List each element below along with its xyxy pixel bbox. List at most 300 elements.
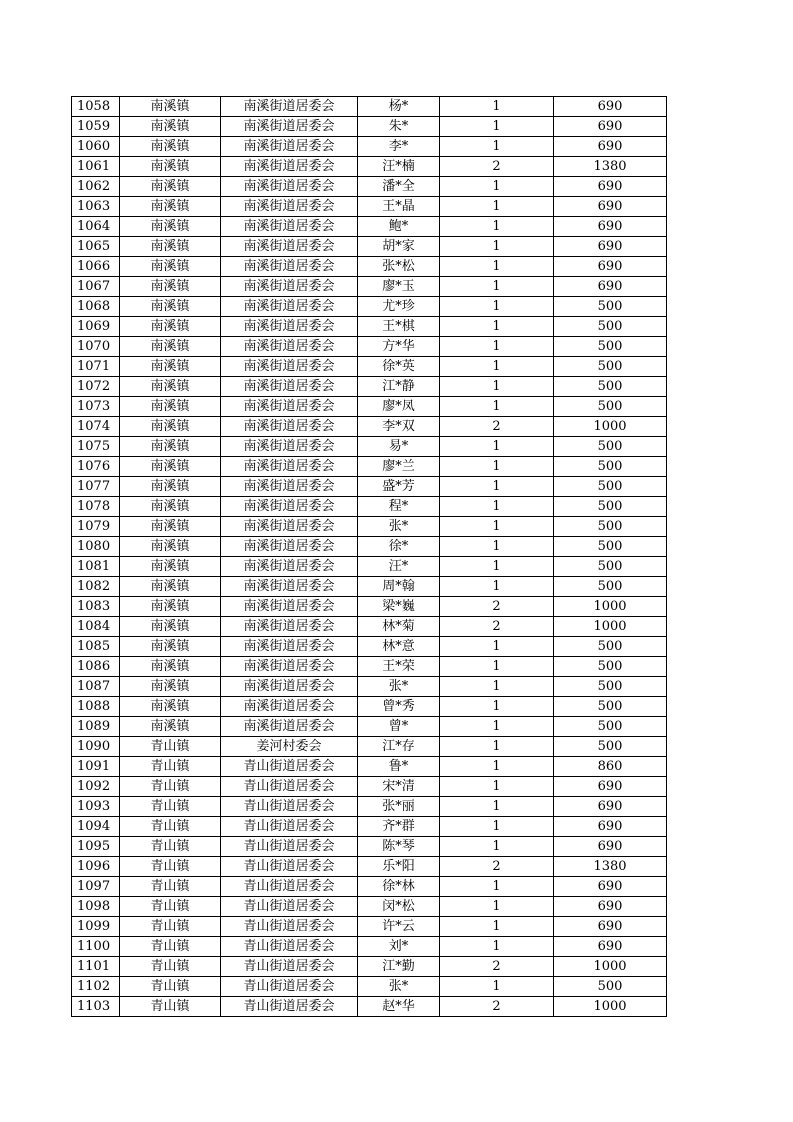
name-cell: 曾*秀 — [358, 697, 440, 717]
table-row — [72, 657, 667, 677]
row-index-cell: 1090 — [72, 737, 120, 757]
row-index-cell: 1093 — [72, 797, 120, 817]
row-index-cell: 1074 — [72, 417, 120, 437]
count-cell: 2 — [440, 157, 554, 177]
town-cell: 青山镇 — [120, 957, 221, 977]
amount-cell: 1380 — [554, 157, 667, 177]
amount-cell: 500 — [554, 477, 667, 497]
row-index-cell: 1098 — [72, 897, 120, 917]
row-index-cell: 1058 — [72, 97, 120, 117]
table-row — [72, 417, 667, 437]
town-cell: 青山镇 — [120, 857, 221, 877]
town-cell: 南溪镇 — [120, 357, 221, 377]
name-cell: 张* — [358, 677, 440, 697]
name-cell: 程* — [358, 497, 440, 517]
name-cell: 盛*芳 — [358, 477, 440, 497]
town-cell: 青山镇 — [120, 817, 221, 837]
table-row — [72, 637, 667, 657]
amount-cell: 690 — [554, 217, 667, 237]
name-cell: 方*华 — [358, 337, 440, 357]
count-cell: 2 — [440, 957, 554, 977]
row-index-cell: 1063 — [72, 197, 120, 217]
name-cell: 朱* — [358, 117, 440, 137]
committee-cell: 南溪街道居委会 — [221, 577, 358, 597]
committee-cell: 青山街道居委会 — [221, 877, 358, 897]
row-index-cell: 1067 — [72, 277, 120, 297]
name-cell: 张* — [358, 977, 440, 997]
count-cell: 2 — [440, 617, 554, 637]
name-cell: 杨* — [358, 97, 440, 117]
amount-cell: 690 — [554, 817, 667, 837]
committee-cell: 南溪街道居委会 — [221, 217, 358, 237]
row-index-cell: 1059 — [72, 117, 120, 137]
row-index-cell: 1072 — [72, 377, 120, 397]
amount-cell: 500 — [554, 337, 667, 357]
count-cell: 1 — [440, 657, 554, 677]
count-cell: 1 — [440, 877, 554, 897]
town-cell: 南溪镇 — [120, 397, 221, 417]
table-row — [72, 237, 667, 257]
count-cell: 1 — [440, 377, 554, 397]
name-cell: 徐*林 — [358, 877, 440, 897]
row-index-cell: 1099 — [72, 917, 120, 937]
row-index-cell: 1087 — [72, 677, 120, 697]
table-row — [72, 877, 667, 897]
committee-cell: 南溪街道居委会 — [221, 277, 358, 297]
committee-cell: 青山街道居委会 — [221, 957, 358, 977]
amount-cell: 690 — [554, 117, 667, 137]
amount-cell: 690 — [554, 777, 667, 797]
committee-cell: 南溪街道居委会 — [221, 117, 358, 137]
committee-cell: 青山街道居委会 — [221, 997, 358, 1017]
town-cell: 南溪镇 — [120, 637, 221, 657]
table-row — [72, 157, 667, 177]
row-index-cell: 1103 — [72, 997, 120, 1017]
amount-cell: 690 — [554, 897, 667, 917]
name-cell: 汪* — [358, 557, 440, 577]
row-index-cell: 1077 — [72, 477, 120, 497]
table-row — [72, 977, 667, 997]
amount-cell: 690 — [554, 237, 667, 257]
row-index-cell: 1094 — [72, 817, 120, 837]
amount-cell: 690 — [554, 917, 667, 937]
name-cell: 张*松 — [358, 257, 440, 277]
count-cell: 1 — [440, 97, 554, 117]
name-cell: 宋*清 — [358, 777, 440, 797]
town-cell: 南溪镇 — [120, 537, 221, 557]
town-cell: 青山镇 — [120, 977, 221, 997]
amount-cell: 500 — [554, 397, 667, 417]
table-row — [72, 937, 667, 957]
count-cell: 1 — [440, 457, 554, 477]
amount-cell: 690 — [554, 177, 667, 197]
row-index-cell: 1078 — [72, 497, 120, 517]
table-row — [72, 117, 667, 137]
committee-cell: 南溪街道居委会 — [221, 717, 358, 737]
amount-cell: 500 — [554, 657, 667, 677]
count-cell: 1 — [440, 977, 554, 997]
committee-cell: 南溪街道居委会 — [221, 357, 358, 377]
amount-cell: 1380 — [554, 857, 667, 877]
count-cell: 2 — [440, 597, 554, 617]
table-row — [72, 557, 667, 577]
town-cell: 南溪镇 — [120, 277, 221, 297]
committee-cell: 南溪街道居委会 — [221, 297, 358, 317]
count-cell: 1 — [440, 237, 554, 257]
name-cell: 梁*巍 — [358, 597, 440, 617]
committee-cell: 南溪街道居委会 — [221, 517, 358, 537]
amount-cell: 690 — [554, 877, 667, 897]
table-row — [72, 177, 667, 197]
town-cell: 南溪镇 — [120, 217, 221, 237]
town-cell: 南溪镇 — [120, 457, 221, 477]
amount-cell: 500 — [554, 977, 667, 997]
count-cell: 1 — [440, 637, 554, 657]
amount-cell: 500 — [554, 437, 667, 457]
row-index-cell: 1064 — [72, 217, 120, 237]
amount-cell: 500 — [554, 297, 667, 317]
count-cell: 1 — [440, 897, 554, 917]
row-index-cell: 1083 — [72, 597, 120, 617]
committee-cell: 南溪街道居委会 — [221, 677, 358, 697]
table-row — [72, 217, 667, 237]
table-row — [72, 897, 667, 917]
row-index-cell: 1065 — [72, 237, 120, 257]
town-cell: 南溪镇 — [120, 657, 221, 677]
row-index-cell: 1084 — [72, 617, 120, 637]
row-index-cell: 1062 — [72, 177, 120, 197]
committee-cell: 青山街道居委会 — [221, 757, 358, 777]
table-row — [72, 597, 667, 617]
row-index-cell: 1061 — [72, 157, 120, 177]
count-cell: 1 — [440, 477, 554, 497]
count-cell: 1 — [440, 437, 554, 457]
table-row — [72, 697, 667, 717]
amount-cell: 1000 — [554, 617, 667, 637]
town-cell: 南溪镇 — [120, 197, 221, 217]
table-row — [72, 297, 667, 317]
count-cell: 1 — [440, 697, 554, 717]
town-cell: 青山镇 — [120, 737, 221, 757]
count-cell: 1 — [440, 577, 554, 597]
amount-cell: 500 — [554, 357, 667, 377]
name-cell: 许*云 — [358, 917, 440, 937]
committee-cell: 南溪街道居委会 — [221, 497, 358, 517]
count-cell: 2 — [440, 417, 554, 437]
amount-cell: 500 — [554, 737, 667, 757]
name-cell: 鲍* — [358, 217, 440, 237]
count-cell: 1 — [440, 797, 554, 817]
name-cell: 徐* — [358, 537, 440, 557]
name-cell: 潘*全 — [358, 177, 440, 197]
count-cell: 1 — [440, 137, 554, 157]
town-cell: 青山镇 — [120, 797, 221, 817]
amount-cell: 500 — [554, 517, 667, 537]
count-cell: 1 — [440, 677, 554, 697]
name-cell: 闵*松 — [358, 897, 440, 917]
table-row — [72, 277, 667, 297]
town-cell: 南溪镇 — [120, 137, 221, 157]
committee-cell: 南溪街道居委会 — [221, 637, 358, 657]
committee-cell: 南溪街道居委会 — [221, 157, 358, 177]
row-index-cell: 1091 — [72, 757, 120, 777]
table-row — [72, 817, 667, 837]
committee-cell: 南溪街道居委会 — [221, 477, 358, 497]
amount-cell: 500 — [554, 577, 667, 597]
committee-cell: 南溪街道居委会 — [221, 437, 358, 457]
town-cell: 青山镇 — [120, 917, 221, 937]
committee-cell: 青山街道居委会 — [221, 897, 358, 917]
table-row — [72, 577, 667, 597]
town-cell: 南溪镇 — [120, 717, 221, 737]
count-cell: 1 — [440, 777, 554, 797]
town-cell: 南溪镇 — [120, 557, 221, 577]
name-cell: 鲁* — [358, 757, 440, 777]
committee-cell: 南溪街道居委会 — [221, 457, 358, 477]
amount-cell: 690 — [554, 277, 667, 297]
committee-cell: 南溪街道居委会 — [221, 597, 358, 617]
row-index-cell: 1075 — [72, 437, 120, 457]
town-cell: 南溪镇 — [120, 617, 221, 637]
amount-cell: 1000 — [554, 997, 667, 1017]
count-cell: 1 — [440, 817, 554, 837]
amount-cell: 500 — [554, 537, 667, 557]
table-row — [72, 617, 667, 637]
name-cell: 廖*凤 — [358, 397, 440, 417]
count-cell: 1 — [440, 917, 554, 937]
town-cell: 青山镇 — [120, 937, 221, 957]
committee-cell: 南溪街道居委会 — [221, 657, 358, 677]
town-cell: 青山镇 — [120, 897, 221, 917]
amount-cell: 500 — [554, 697, 667, 717]
name-cell: 张* — [358, 517, 440, 537]
committee-cell: 南溪街道居委会 — [221, 197, 358, 217]
committee-cell: 青山街道居委会 — [221, 777, 358, 797]
committee-cell: 青山街道居委会 — [221, 797, 358, 817]
name-cell: 汪*楠 — [358, 157, 440, 177]
committee-cell: 南溪街道居委会 — [221, 617, 358, 637]
committee-cell: 南溪街道居委会 — [221, 417, 358, 437]
town-cell: 南溪镇 — [120, 497, 221, 517]
name-cell: 齐*群 — [358, 817, 440, 837]
table-row — [72, 137, 667, 157]
amount-cell: 860 — [554, 757, 667, 777]
table-row — [72, 537, 667, 557]
count-cell: 1 — [440, 337, 554, 357]
table-row — [72, 797, 667, 817]
name-cell: 尤*珍 — [358, 297, 440, 317]
committee-cell: 南溪街道居委会 — [221, 557, 358, 577]
committee-cell: 青山街道居委会 — [221, 837, 358, 857]
town-cell: 青山镇 — [120, 997, 221, 1017]
table-row — [72, 717, 667, 737]
table-row — [72, 377, 667, 397]
count-cell: 1 — [440, 317, 554, 337]
row-index-cell: 1076 — [72, 457, 120, 477]
committee-cell: 青山街道居委会 — [221, 937, 358, 957]
town-cell: 南溪镇 — [120, 437, 221, 457]
amount-cell: 500 — [554, 457, 667, 477]
row-index-cell: 1102 — [72, 977, 120, 997]
committee-cell: 姜河村委会 — [221, 737, 358, 757]
name-cell: 王*荣 — [358, 657, 440, 677]
table-row — [72, 397, 667, 417]
count-cell: 1 — [440, 757, 554, 777]
table-row — [72, 97, 667, 117]
name-cell: 廖*玉 — [358, 277, 440, 297]
row-index-cell: 1097 — [72, 877, 120, 897]
table-row — [72, 337, 667, 357]
row-index-cell: 1073 — [72, 397, 120, 417]
town-cell: 南溪镇 — [120, 337, 221, 357]
name-cell: 张*丽 — [358, 797, 440, 817]
table-row — [72, 677, 667, 697]
name-cell: 曾* — [358, 717, 440, 737]
committee-cell: 南溪街道居委会 — [221, 317, 358, 337]
row-index-cell: 1068 — [72, 297, 120, 317]
amount-cell: 690 — [554, 97, 667, 117]
committee-cell: 青山街道居委会 — [221, 857, 358, 877]
row-index-cell: 1085 — [72, 637, 120, 657]
count-cell: 1 — [440, 177, 554, 197]
count-cell: 1 — [440, 117, 554, 137]
town-cell: 南溪镇 — [120, 157, 221, 177]
count-cell: 1 — [440, 197, 554, 217]
table-row — [72, 957, 667, 977]
table-row — [72, 757, 667, 777]
table-row — [72, 837, 667, 857]
table-row — [72, 777, 667, 797]
committee-cell: 南溪街道居委会 — [221, 97, 358, 117]
town-cell: 南溪镇 — [120, 117, 221, 137]
town-cell: 南溪镇 — [120, 577, 221, 597]
row-index-cell: 1081 — [72, 557, 120, 577]
committee-cell: 南溪街道居委会 — [221, 337, 358, 357]
table-row — [72, 317, 667, 337]
row-index-cell: 1070 — [72, 337, 120, 357]
table-row — [72, 457, 667, 477]
row-index-cell: 1088 — [72, 697, 120, 717]
name-cell: 王*棋 — [358, 317, 440, 337]
town-cell: 南溪镇 — [120, 177, 221, 197]
table-row — [72, 197, 667, 217]
count-cell: 1 — [440, 217, 554, 237]
count-cell: 1 — [440, 557, 554, 577]
count-cell: 1 — [440, 837, 554, 857]
table-row — [72, 517, 667, 537]
table-row — [72, 857, 667, 877]
committee-cell: 青山街道居委会 — [221, 977, 358, 997]
name-cell: 江*静 — [358, 377, 440, 397]
amount-cell: 500 — [554, 637, 667, 657]
town-cell: 青山镇 — [120, 837, 221, 857]
name-cell: 王*晶 — [358, 197, 440, 217]
town-cell: 南溪镇 — [120, 597, 221, 617]
town-cell: 南溪镇 — [120, 257, 221, 277]
name-cell: 陈*琴 — [358, 837, 440, 857]
committee-cell: 南溪街道居委会 — [221, 377, 358, 397]
roster-table — [71, 96, 667, 1017]
name-cell: 乐*阳 — [358, 857, 440, 877]
count-cell: 1 — [440, 737, 554, 757]
count-cell: 1 — [440, 357, 554, 377]
row-index-cell: 1082 — [72, 577, 120, 597]
town-cell: 南溪镇 — [120, 237, 221, 257]
name-cell: 林*菊 — [358, 617, 440, 637]
town-cell: 青山镇 — [120, 757, 221, 777]
row-index-cell: 1066 — [72, 257, 120, 277]
count-cell: 2 — [440, 857, 554, 877]
row-index-cell: 1100 — [72, 937, 120, 957]
amount-cell: 500 — [554, 557, 667, 577]
name-cell: 赵*华 — [358, 997, 440, 1017]
count-cell: 1 — [440, 497, 554, 517]
row-index-cell: 1079 — [72, 517, 120, 537]
count-cell: 1 — [440, 257, 554, 277]
name-cell: 周*翰 — [358, 577, 440, 597]
table-row — [72, 477, 667, 497]
table-row — [72, 997, 667, 1017]
name-cell: 李* — [358, 137, 440, 157]
row-index-cell: 1071 — [72, 357, 120, 377]
amount-cell: 500 — [554, 497, 667, 517]
name-cell: 易* — [358, 437, 440, 457]
amount-cell: 690 — [554, 837, 667, 857]
amount-cell: 500 — [554, 377, 667, 397]
count-cell: 1 — [440, 517, 554, 537]
town-cell: 青山镇 — [120, 777, 221, 797]
table-row — [72, 737, 667, 757]
committee-cell: 青山街道居委会 — [221, 817, 358, 837]
committee-cell: 南溪街道居委会 — [221, 537, 358, 557]
town-cell: 青山镇 — [120, 877, 221, 897]
town-cell: 南溪镇 — [120, 377, 221, 397]
count-cell: 1 — [440, 537, 554, 557]
amount-cell: 1000 — [554, 597, 667, 617]
town-cell: 南溪镇 — [120, 517, 221, 537]
amount-cell: 690 — [554, 257, 667, 277]
amount-cell: 690 — [554, 197, 667, 217]
row-index-cell: 1092 — [72, 777, 120, 797]
town-cell: 南溪镇 — [120, 677, 221, 697]
name-cell: 江*勤 — [358, 957, 440, 977]
count-cell: 2 — [440, 997, 554, 1017]
committee-cell: 青山街道居委会 — [221, 917, 358, 937]
committee-cell: 南溪街道居委会 — [221, 697, 358, 717]
name-cell: 徐*英 — [358, 357, 440, 377]
count-cell: 1 — [440, 297, 554, 317]
row-index-cell: 1089 — [72, 717, 120, 737]
name-cell: 胡*家 — [358, 237, 440, 257]
committee-cell: 南溪街道居委会 — [221, 257, 358, 277]
count-cell: 1 — [440, 277, 554, 297]
amount-cell: 500 — [554, 677, 667, 697]
town-cell: 南溪镇 — [120, 297, 221, 317]
table-row — [72, 437, 667, 457]
table-row — [72, 917, 667, 937]
count-cell: 1 — [440, 397, 554, 417]
name-cell: 李*双 — [358, 417, 440, 437]
amount-cell: 690 — [554, 137, 667, 157]
amount-cell: 1000 — [554, 417, 667, 437]
town-cell: 南溪镇 — [120, 477, 221, 497]
row-index-cell: 1060 — [72, 137, 120, 157]
table-body — [72, 97, 667, 1017]
amount-cell: 690 — [554, 797, 667, 817]
row-index-cell: 1069 — [72, 317, 120, 337]
name-cell: 刘* — [358, 937, 440, 957]
row-index-cell: 1086 — [72, 657, 120, 677]
